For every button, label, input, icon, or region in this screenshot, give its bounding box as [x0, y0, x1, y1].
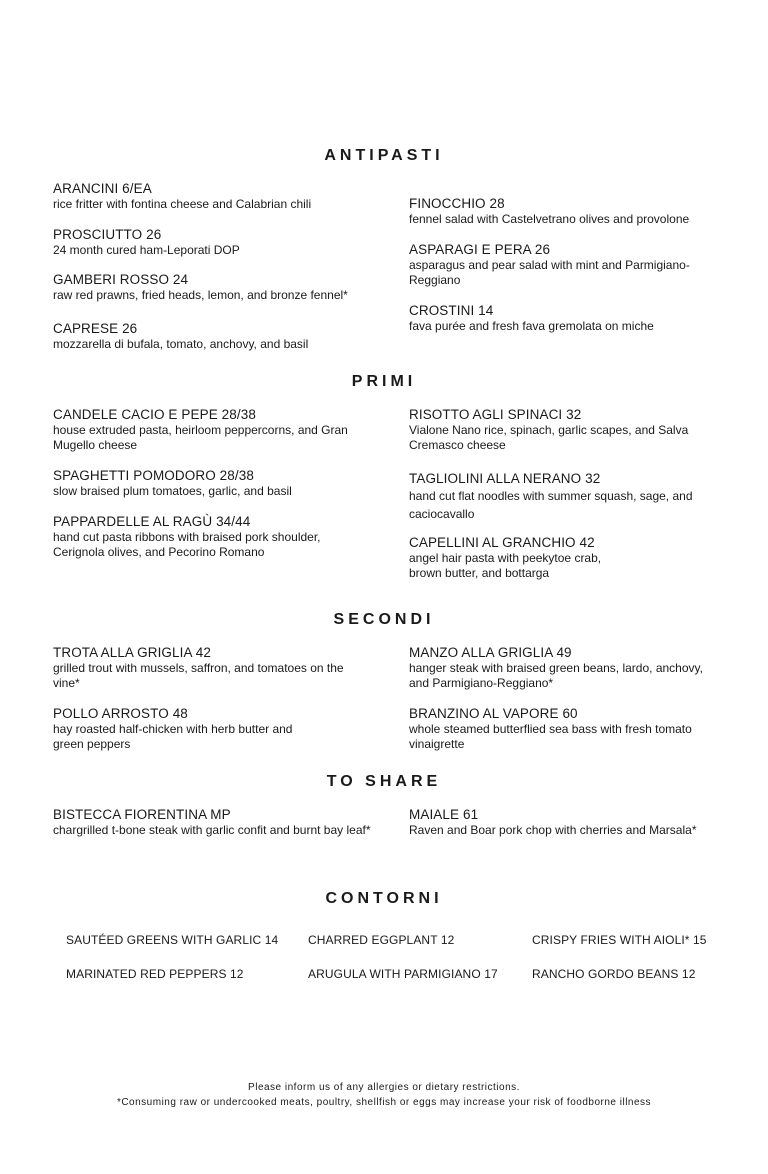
side-dish-charred-eggplant: CHARRED EGGPLANT 12 [308, 933, 455, 947]
item-name: MANZO ALLA GRIGLIA 49 [409, 645, 572, 660]
item-description: 24 month cured ham-Leporati DOP [53, 243, 240, 257]
menu-item-bistecca-fiorentina [53, 807, 371, 838]
item-description: hay roasted half-chicken with herb butter and green peppers [53, 722, 293, 751]
menu-item-arancini [53, 181, 371, 212]
side-dish-crispy-fries: CRISPY FRIES WITH AIOLI* 15 [532, 933, 707, 947]
side-dish-arugula: ARUGULA WITH PARMIGIANO 17 [308, 967, 498, 981]
menu-item-asparagi-e-pera [409, 242, 719, 288]
side-dish-rancho-gordo-beans: RANCHO GORDO BEANS 12 [532, 967, 696, 981]
item-name: PAPPARDELLE AL RAGÙ 34/44 [53, 514, 251, 529]
menu-item-capellini-al-granchio [409, 535, 719, 581]
item-name: CROSTINI 14 [409, 303, 494, 318]
side-dish-marinated-red-peppers: MARINATED RED PEPPERS 12 [66, 967, 244, 981]
item-name: BRANZINO AL VAPORE 60 [409, 706, 578, 721]
item-name: TAGLIOLINI ALLA NERANO 32 [409, 471, 601, 486]
item-description: slow braised plum tomatoes, garlic, and basil [53, 484, 292, 498]
item-name: CANDELE CACIO E PEPE 28/38 [53, 407, 256, 422]
menu-item-trota-alla-griglia [53, 645, 371, 691]
item-description: fennel salad with Castelvetrano olives and provolone [409, 212, 690, 226]
item-description: house extruded pasta, heirloom peppercorns, and Gran Mugello cheese [53, 423, 348, 452]
item-description: hand cut pasta ribbons with braised pork shoulder, Cerignola olives, and Pecorino Romano [53, 530, 321, 559]
item-name: GAMBERI ROSSO 24 [53, 272, 189, 287]
menu-item-finocchio [409, 196, 719, 227]
menu-item-branzino-al-vapore [409, 706, 719, 752]
consumption-warning: *Consuming raw or undercooked meats, poultry, shellfish or eggs may increase your risk of foodborne illness [116, 1097, 652, 1108]
section-title-to-share: TO SHARE [326, 773, 442, 790]
menu-item-crostini [409, 303, 719, 334]
item-description: whole steamed butterflied sea bass with fresh tomato vinaigrette [409, 722, 692, 751]
item-description: fava purée and fresh fava gremolata on miche [409, 319, 654, 333]
item-name: RISOTTO AGLI SPINACI 32 [409, 407, 582, 422]
item-name: TROTA ALLA GRIGLIA 42 [53, 645, 211, 660]
item-name: ARANCINI 6/EA [53, 181, 152, 196]
menu-item-risotto-agli-spinaci [409, 407, 719, 453]
menu-item-spaghetti-pomodoro [53, 468, 371, 499]
menu-item-caprese [53, 321, 371, 352]
item-name: MAIALE 61 [409, 807, 479, 822]
item-name: CAPELLINI AL GRANCHIO 42 [409, 535, 595, 550]
menu-item-pappardelle-al-ragu [53, 514, 371, 560]
menu-item-pollo-arrosto [53, 706, 371, 752]
item-description: mozzarella di bufala, tomato, anchovy, and basil [53, 337, 309, 351]
section-title-antipasti: ANTIPASTI [324, 147, 444, 164]
menu-item-candele-cacio-e-pepe [53, 407, 371, 453]
menu-item-manzo-alla-griglia [409, 645, 719, 691]
menu-item-tagliolini-alla-nerano [409, 471, 719, 523]
item-description: chargrilled t-bone steak with garlic confit and burnt bay leaf* [53, 823, 371, 837]
section-title-secondi: SECONDI [333, 611, 435, 628]
item-name: PROSCIUTTO 26 [53, 227, 162, 242]
item-name: SPAGHETTI POMODORO 28/38 [53, 468, 254, 483]
menu-item-gamberi-rosso [53, 272, 371, 303]
item-name: POLLO ARROSTO 48 [53, 706, 188, 721]
item-description: grilled trout with mussels, saffron, and tomatoes on the vine* [53, 661, 344, 690]
item-description: hand cut flat noodles with summer squash, sage, and caciocavallo [409, 489, 693, 521]
menu-item-maiale [409, 807, 719, 838]
item-description: Raven and Boar pork chop with cherries and Marsala* [409, 823, 697, 837]
item-description: rice fritter with fontina cheese and Calabrian chili [53, 197, 312, 211]
side-dish-sauteed-greens: SAUTÉED GREENS WITH GARLIC 14 [66, 933, 279, 947]
item-description: asparagus and pear salad with mint and Parmigiano-Reggiano [409, 258, 690, 287]
item-description: raw red prawns, fried heads, lemon, and bronze fennel* [53, 288, 348, 302]
item-description: angel hair pasta with peekytoe crab, brown butter, and bottarga [409, 551, 602, 580]
item-name: ASPARAGI E PERA 26 [409, 242, 551, 257]
allergy-notice: Please inform us of any allergies or dietary restrictions. [248, 1082, 520, 1093]
item-description: Vialone Nano rice, spinach, garlic scapes, and Salva Cremasco cheese [409, 423, 689, 452]
item-name: BISTECCA FIORENTINA MP [53, 807, 231, 822]
section-title-primi: PRIMI [351, 373, 417, 390]
item-description: hanger steak with braised green beans, lardo, anchovy, and Parmigiano-Reggiano* [409, 661, 703, 690]
item-name: CAPRESE 26 [53, 321, 138, 336]
section-title-contorni: CONTORNI [325, 890, 443, 907]
item-name: FINOCCHIO 28 [409, 196, 505, 211]
menu-item-prosciutto [53, 227, 371, 258]
